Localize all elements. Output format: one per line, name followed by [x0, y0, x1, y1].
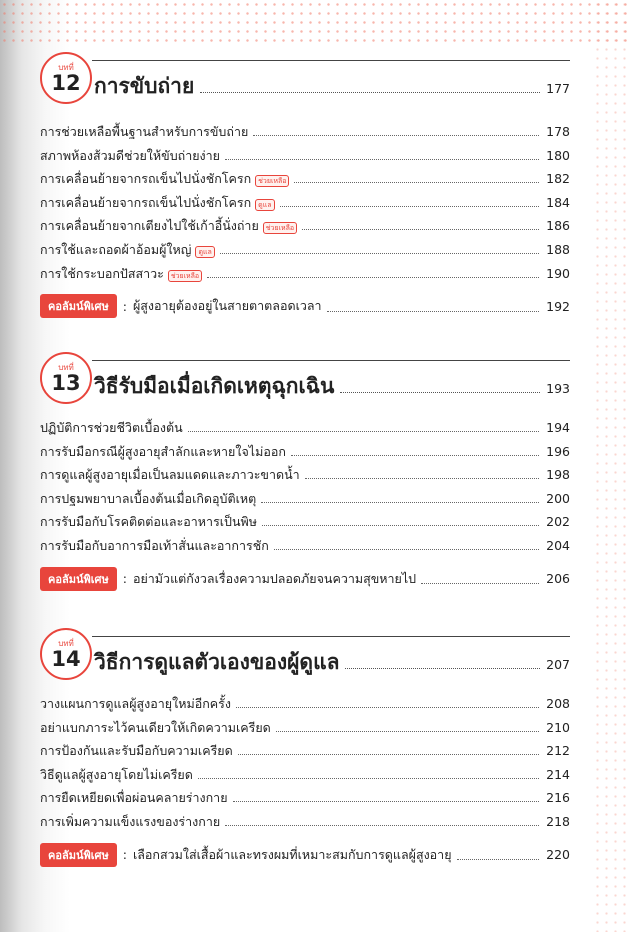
dot-leader	[276, 721, 539, 732]
chapter-badge	[40, 352, 92, 404]
entry-page: 180	[546, 147, 570, 163]
entry-page: 198	[546, 467, 570, 483]
chapter-rule	[92, 360, 570, 361]
chapter-title-row[interactable]	[94, 646, 570, 679]
toc-entry[interactable]	[40, 264, 570, 288]
entry-list	[40, 122, 570, 287]
dot-pattern-top	[0, 0, 629, 48]
entry-page: 182	[546, 171, 570, 187]
dot-leader	[200, 80, 540, 93]
dot-leader	[421, 573, 539, 584]
toc-entry[interactable]	[40, 122, 570, 146]
entry-title: การเคลื่อนย้ายจากเตียงไปใช้เก้าอี้นั่งถ่าย	[40, 218, 259, 234]
chapter-title: วิธีรับมือเมื่อเกิดเหตุฉุกเฉิน	[94, 374, 335, 398]
entry-page: 204	[546, 537, 570, 553]
special-title: เลือกสวมใส่เสื้อผ้าและทรงผมที่เหมาะสมกับการดูแลผู้สูงอายุ	[132, 846, 452, 862]
dot-leader	[198, 768, 539, 779]
entry-page: 208	[546, 696, 570, 711]
entry-tag: ดูแล	[255, 199, 274, 211]
toc-entry[interactable]	[40, 812, 570, 836]
colon-separator: :	[122, 847, 127, 863]
dot-pattern-right	[593, 0, 629, 932]
toc-entry[interactable]	[40, 146, 570, 170]
dot-leader	[220, 243, 539, 254]
toc-entry[interactable]	[40, 765, 570, 789]
entry-page: 210	[546, 719, 570, 735]
dot-leader	[302, 219, 539, 230]
chapter-number: 13	[51, 371, 81, 395]
chapter-14-section	[40, 628, 570, 868]
entry-title: การเคลื่อนย้ายจากรถเข็นไปนั่งชักโครก	[40, 194, 252, 210]
entry-tag: ช่วยเหลือ	[255, 175, 289, 187]
toc-entry[interactable]	[40, 741, 570, 765]
chapter-page: 177	[546, 81, 570, 96]
toc-entry[interactable]	[40, 512, 570, 536]
special-page: 206	[546, 571, 570, 587]
entry-page: 190	[546, 265, 570, 281]
dot-leader	[261, 492, 539, 503]
entry-title: อย่าแบกภาระไว้คนเดียวให้เกิดความเครียด	[40, 719, 271, 735]
toc-entry[interactable]	[40, 193, 570, 217]
entry-page: 216	[546, 790, 570, 806]
entry-page: 196	[546, 443, 570, 459]
colon-separator: :	[122, 298, 127, 314]
chapter-badge-label: บทที่	[58, 363, 74, 372]
toc-entry[interactable]	[40, 718, 570, 742]
entry-title: ปฏิบัติการช่วยชีวิตเบื้องต้น	[40, 420, 183, 435]
chapter-number: 14	[51, 647, 81, 671]
dot-leader	[294, 172, 539, 183]
entry-title: การใช้และถอดผ้าอ้อมผู้ใหญ่	[40, 241, 192, 257]
chapter-number: 12	[51, 71, 81, 95]
colon-separator: :	[122, 571, 127, 587]
toc-entry[interactable]	[40, 240, 570, 264]
toc-entry[interactable]	[40, 169, 570, 193]
toc-entry[interactable]	[40, 418, 570, 442]
entry-page: 178	[546, 124, 570, 139]
entry-page: 218	[546, 813, 570, 829]
entry-title: การเคลื่อนย้ายจากรถเข็นไปนั่งชักโครก	[40, 171, 252, 187]
dot-leader	[188, 421, 539, 432]
entry-list	[40, 418, 570, 560]
entry-title: การรับมือกับอาการมือเท้าสั่นและอาการชัก	[40, 537, 269, 553]
dot-leader	[345, 656, 540, 669]
entry-title: วิธีดูแลผู้สูงอายุโดยไม่เครียด	[40, 766, 193, 782]
chapter-badge	[40, 52, 92, 104]
chapter-title-row[interactable]	[94, 70, 570, 103]
chapter-header	[40, 52, 570, 114]
special-column-badge: คอลัมน์พิเศษ	[40, 843, 117, 867]
chapter-badge-label: บทที่	[58, 639, 74, 648]
entry-tag: ดูแล	[195, 246, 214, 258]
toc-entry[interactable]	[40, 489, 570, 513]
special-column-entry[interactable]	[40, 293, 570, 319]
entry-page: 194	[546, 420, 570, 435]
special-column-badge: คอลัมน์พิเศษ	[40, 294, 117, 318]
entry-title: การเพิ่มความแข็งแรงของร่างกาย	[40, 813, 221, 829]
toc-entry[interactable]	[40, 442, 570, 466]
entry-page: 212	[546, 743, 570, 759]
toc-entry[interactable]	[40, 465, 570, 489]
chapter-title-row[interactable]	[94, 370, 570, 403]
dot-leader	[274, 539, 539, 550]
chapter-badge	[40, 628, 92, 680]
entry-title: การรับมือกับโรคติดต่อและอาหารเป็นพิษ	[40, 514, 258, 530]
entry-page: 200	[546, 490, 570, 506]
chapter-badge-label: บทที่	[58, 63, 74, 72]
dot-leader	[327, 301, 539, 312]
dot-leader	[207, 267, 539, 278]
dot-leader	[305, 468, 539, 479]
dot-leader	[280, 196, 539, 207]
chapter-12-section	[40, 52, 570, 319]
special-column-entry[interactable]	[40, 842, 570, 868]
entry-title: การป้องกันและรับมือกับความเครียด	[40, 743, 233, 759]
dot-leader	[253, 125, 539, 136]
toc-entry[interactable]	[40, 216, 570, 240]
entry-page: 214	[546, 766, 570, 782]
entry-title: วางแผนการดูแลผู้สูงอายุใหม่อีกครั้ง	[40, 696, 231, 711]
dot-leader	[340, 380, 540, 393]
entry-list	[40, 694, 570, 836]
entry-title: การยืดเหยียดเพื่อผ่อนคลายร่างกาย	[40, 790, 228, 806]
dot-leader	[457, 849, 539, 860]
entry-title: สภาพห้องส้วมดีช่วยให้ขับถ่ายง่าย	[40, 147, 220, 163]
entry-title: การดูแลผู้สูงอายุเมื่อเป็นลมแดดและภาวะขาดน้ำ	[40, 467, 300, 483]
chapter-header	[40, 628, 570, 690]
entry-title: การช่วยเหลือพื้นฐานสำหรับการขับถ่าย	[40, 124, 249, 139]
chapter-page: 193	[546, 381, 570, 396]
entry-page: 188	[546, 241, 570, 257]
chapter-13-section	[40, 352, 570, 592]
dot-leader	[238, 744, 539, 755]
special-column-entry[interactable]	[40, 566, 570, 592]
dot-leader	[225, 815, 539, 826]
chapter-title: วิธีการดูแลตัวเองของผู้ดูแล	[94, 650, 340, 674]
entry-page: 202	[546, 514, 570, 530]
chapter-header	[40, 352, 570, 414]
dot-leader	[291, 445, 539, 456]
entry-page: 186	[546, 218, 570, 234]
toc-entry[interactable]	[40, 694, 570, 718]
entry-title: การปฐมพยาบาลเบื้องต้นเมื่อเกิดอุบัติเหตุ	[40, 490, 257, 506]
toc-entry[interactable]	[40, 536, 570, 560]
entry-title: การรับมือกรณีผู้สูงอายุสำลักและหายใจไม่ออก	[40, 443, 286, 459]
entry-tag: ช่วยเหลือ	[263, 222, 297, 234]
special-title: อย่ามัวแต่กังวลเรื่องความปลอดภัยจนความสุขหายไป	[132, 570, 417, 586]
special-page: 220	[546, 847, 570, 863]
chapter-page: 207	[546, 657, 570, 672]
chapter-title: การขับถ่าย	[94, 74, 195, 98]
special-title: ผู้สูงอายุต้องอยู่ในสายตาตลอดเวลา	[132, 298, 322, 314]
entry-page: 184	[546, 194, 570, 210]
toc-entry[interactable]	[40, 788, 570, 812]
chapter-rule	[92, 636, 570, 637]
entry-title: การใช้กระบอกปัสสาวะ	[40, 265, 164, 281]
dot-leader	[236, 697, 539, 708]
dot-leader	[225, 149, 539, 160]
special-page: 192	[546, 298, 570, 314]
entry-tag: ช่วยเหลือ	[168, 270, 202, 282]
dot-leader	[233, 791, 539, 802]
chapter-rule	[92, 60, 570, 61]
special-column-badge: คอลัมน์พิเศษ	[40, 567, 117, 591]
dot-leader	[262, 515, 539, 526]
